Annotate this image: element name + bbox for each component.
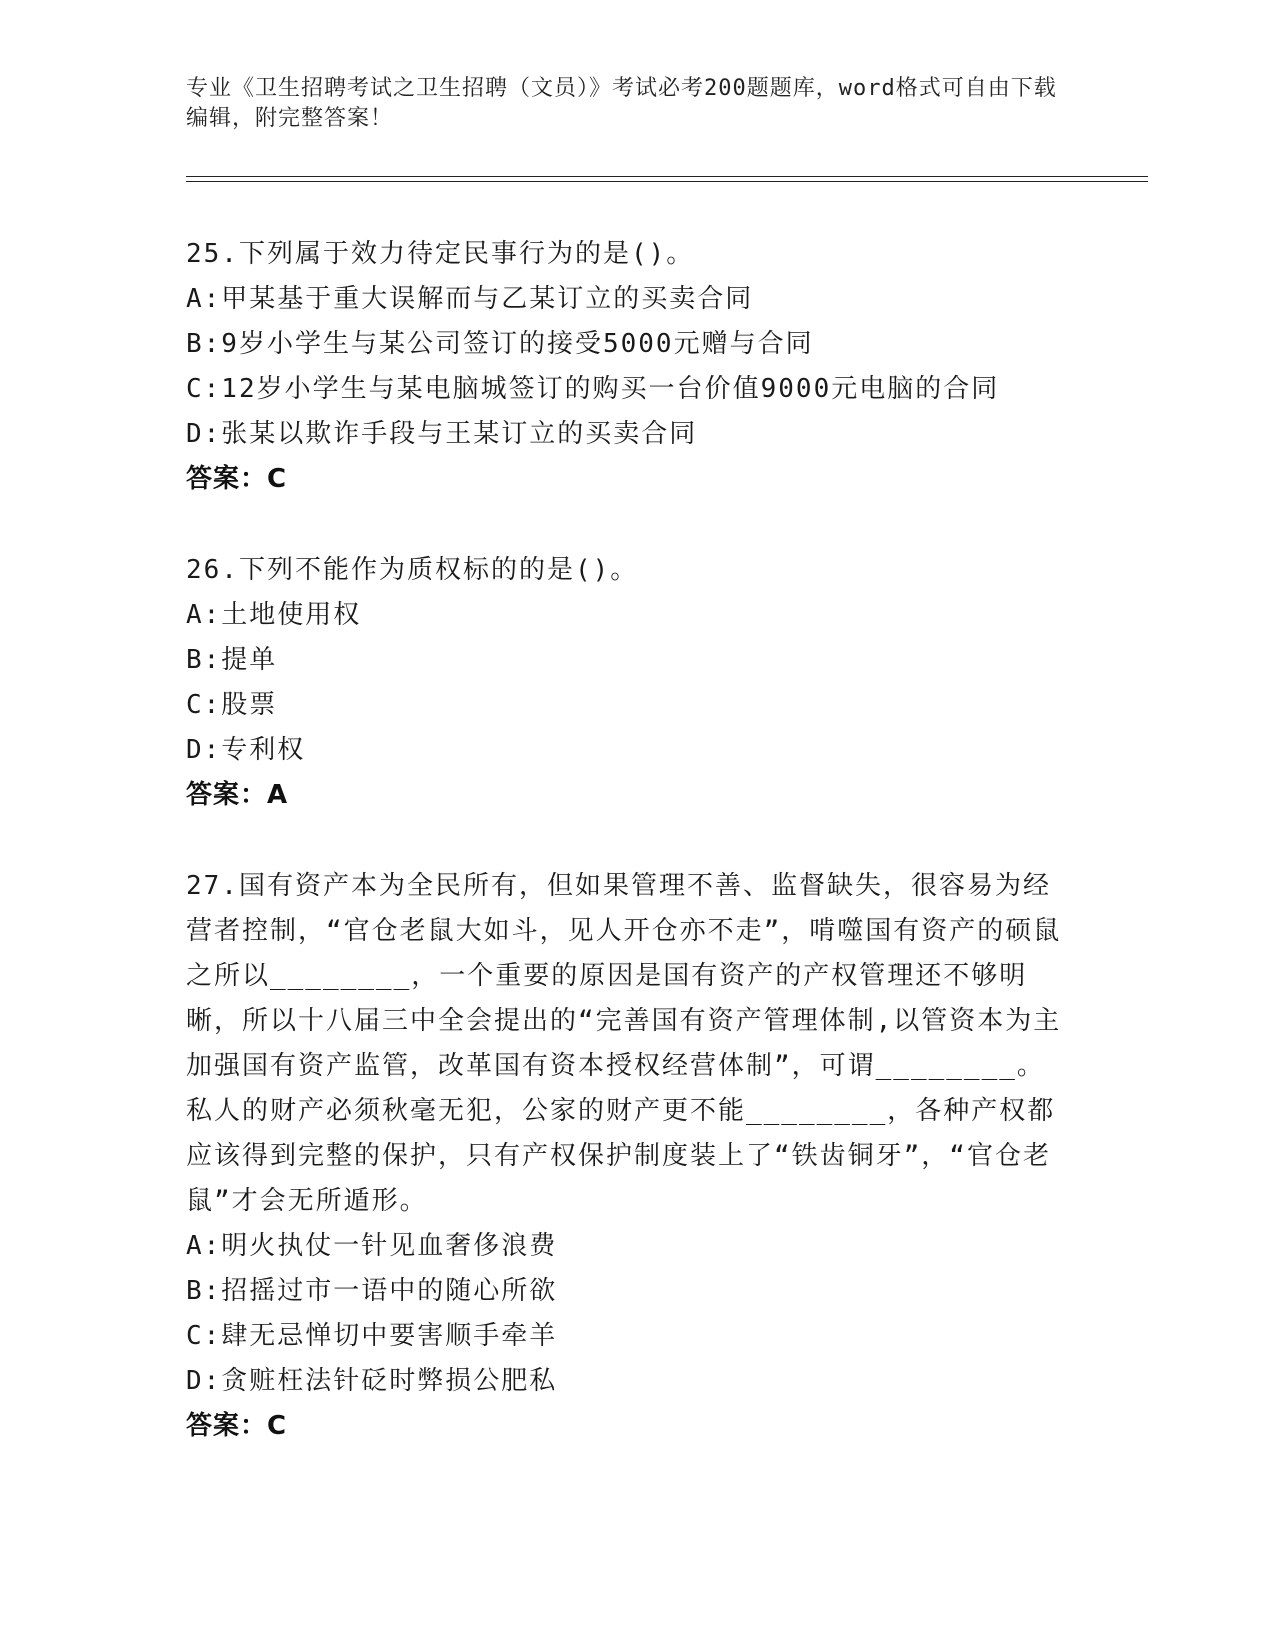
header-divider-bottom [186,181,1148,182]
option-b: B:招摇过市一语中的随心所欲 [186,1276,558,1306]
question-27 [186,864,1066,1449]
option-c: C:股票 [186,690,278,720]
option-d: D:张某以欺诈手段与王某订立的买卖合同 [186,419,698,449]
option-b: B:提单 [186,645,278,675]
answer-label: 答案：A [186,780,289,810]
option-a: A:土地使用权 [186,600,362,630]
option-d: D:贪赃枉法针砭时弊损公肥私 [186,1366,558,1396]
option-c: C:肆无忌惮切中要害顺手牵羊 [186,1321,558,1351]
answer-label: 答案：C [186,1411,288,1441]
answer-label: 答案：C [186,464,288,494]
option-c: C:12岁小学生与某电脑城签订的购买一台价值9000元电脑的合同 [186,374,1000,404]
option-d: D:专利权 [186,735,306,765]
question-25 [186,232,1066,502]
question-stem: 27.国有资产本为全民所有，但如果管理不善、监督缺失，很容易为经营者控制，“官仓老鼠大如斗，见人开仓亦不走”，啃噬国有资产的硕鼠之所以________，一个重要的原因是国有资产的产权管理还不够明晰，所以十八届三中全会提出的“完善国有资产管理体制,以管资本为主加强国有资产监管，改革国有资本授权经营体制”，可谓________。私人的财产必须秋毫无犯，公家的财产更不能________，各种产权都应该得到完整的保护，只有产权保护制度装上了“铁齿铜牙”，“官仓老鼠”才会无所遁形。 [186,871,1062,1216]
option-b: B:9岁小学生与某公司签订的接受5000元赠与合同 [186,329,814,359]
question-26 [186,548,1066,818]
header-divider-top [186,176,1148,177]
question-stem: 26.下列不能作为质权标的的是()。 [186,555,639,585]
document-intro: 专业《卫生招聘考试之卫生招聘（文员）》考试必考200题题库，word格式可自由下载编辑，附完整答案！ [186,76,1057,131]
question-stem: 25.下列属于效力待定民事行为的是()。 [186,239,695,269]
option-a: A:甲某基于重大误解而与乙某订立的买卖合同 [186,284,754,314]
option-a: A:明火执仗一针见血奢侈浪费 [186,1231,558,1261]
